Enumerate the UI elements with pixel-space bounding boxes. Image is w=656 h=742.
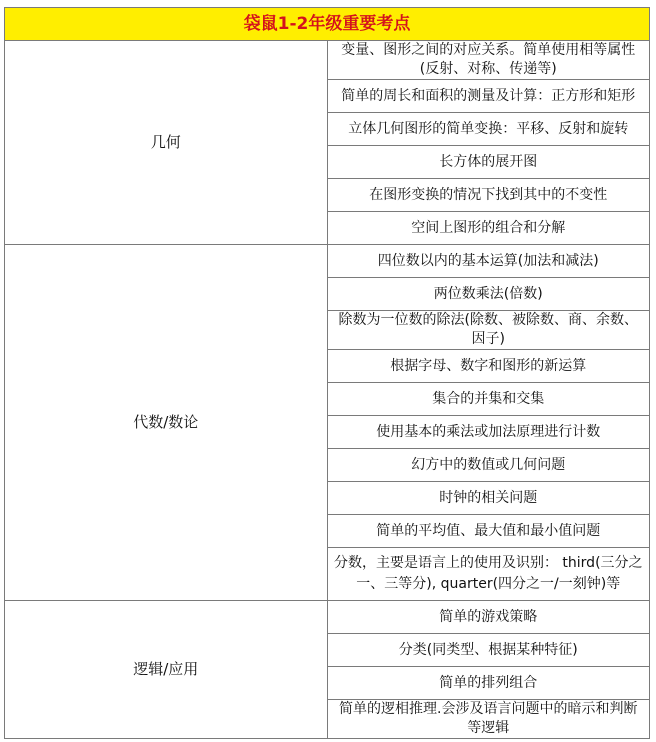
title-row bbox=[5, 8, 650, 41]
item-cell: 空间上图形的组合和分解 bbox=[327, 212, 650, 245]
item-cell: 集合的并集和交集 bbox=[327, 383, 650, 416]
exam-points-table-wrapper bbox=[4, 7, 650, 739]
item-cell: 长方体的展开图 bbox=[327, 146, 650, 179]
item-cell: 根据字母、数字和图形的新运算 bbox=[327, 350, 650, 383]
item-cell: 简单的排列组合 bbox=[327, 667, 650, 700]
category-logic-application: 逻辑/应用 bbox=[5, 601, 328, 739]
item-cell: 变量、图形之间的对应关系。简单使用相等属性(反射、对称、传递等) bbox=[327, 41, 650, 80]
item-cell: 简单的周长和面积的测量及计算：正方形和矩形 bbox=[327, 80, 650, 113]
item-cell: 分数，主要是语言上的使用及识别： third(三分之一、三等分), quarter(四分之一/一刻钟)等 bbox=[327, 548, 650, 601]
table-row bbox=[5, 41, 650, 80]
item-cell: 使用基本的乘法或加法原理进行计数 bbox=[327, 416, 650, 449]
item-cell: 在图形变换的情况下找到其中的不变性 bbox=[327, 179, 650, 212]
table-row bbox=[5, 601, 650, 634]
item-cell: 除数为一位数的除法(除数、被除数、商、余数、因子) bbox=[327, 311, 650, 350]
item-cell: 简单的游戏策略 bbox=[327, 601, 650, 634]
item-cell: 立体几何图形的简单变换：平移、反射和旋转 bbox=[327, 113, 650, 146]
item-cell: 分类(同类型、根据某种特征) bbox=[327, 634, 650, 667]
exam-points-table bbox=[4, 7, 650, 739]
table-row bbox=[5, 245, 650, 278]
item-cell: 幻方中的数值或几何问题 bbox=[327, 449, 650, 482]
item-cell: 简单的逻相推理.会涉及语言问题中的暗示和判断等逻辑 bbox=[327, 700, 650, 739]
item-cell: 简单的平均值、最大值和最小值问题 bbox=[327, 515, 650, 548]
category-algebra-number-theory: 代数/数论 bbox=[5, 245, 328, 601]
item-cell: 四位数以内的基本运算(加法和减法) bbox=[327, 245, 650, 278]
category-geometry: 几何 bbox=[5, 41, 328, 245]
item-cell: 两位数乘法(倍数) bbox=[327, 278, 650, 311]
table-title: 袋鼠1-2年级重要考点 bbox=[5, 8, 650, 41]
item-cell: 时钟的相关问题 bbox=[327, 482, 650, 515]
